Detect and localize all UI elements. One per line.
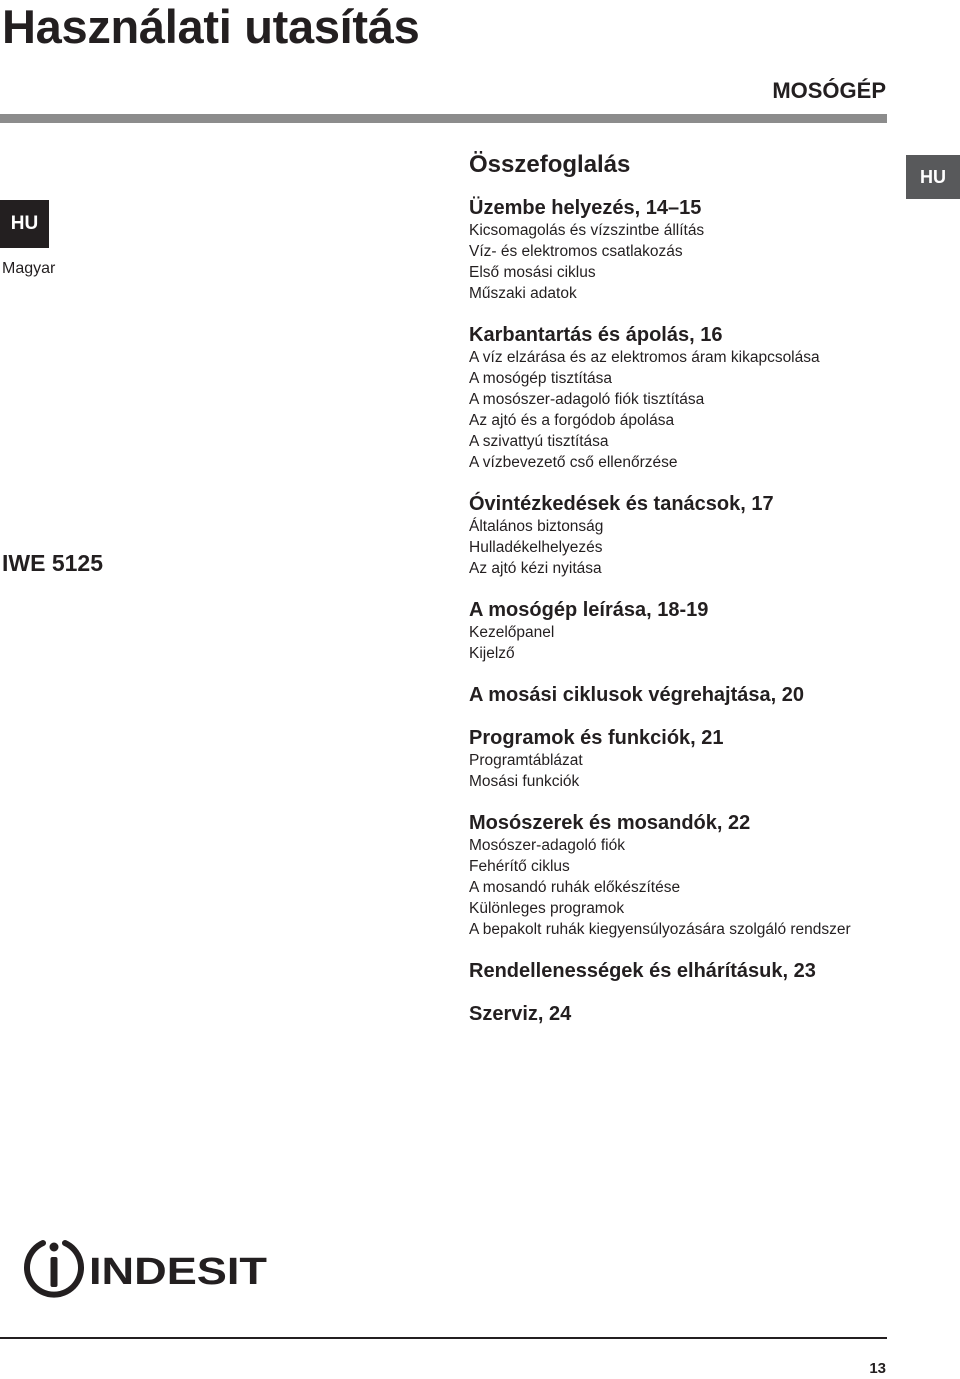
toc-item: Programtáblázat bbox=[469, 752, 583, 769]
page-number: 13 bbox=[869, 1360, 886, 1377]
toc-section bbox=[469, 598, 909, 664]
toc-section bbox=[469, 726, 909, 792]
toc-section-heading: Rendellenességek és elhárításuk, 23 bbox=[469, 960, 816, 982]
toc-section bbox=[469, 959, 909, 983]
language-name: Magyar bbox=[2, 260, 56, 277]
footer-rule bbox=[0, 1337, 887, 1339]
toc-item: Az ajtó kézi nyitása bbox=[469, 560, 602, 577]
toc-section bbox=[469, 683, 909, 707]
toc-section-heading: Üzembe helyezés, 14–15 bbox=[469, 197, 702, 219]
toc-item: A vízbevezető cső ellenőrzése bbox=[469, 454, 678, 471]
toc-section-heading: A mosási ciklusok végrehajtása, 20 bbox=[469, 684, 804, 706]
toc-item: Kezelőpanel bbox=[469, 624, 555, 641]
toc-item: A bepakolt ruhák kiegyensúlyozására szolgáló rendszer bbox=[469, 921, 851, 938]
language-badge: HU bbox=[0, 200, 49, 248]
toc-item: Fehérítő ciklus bbox=[469, 858, 570, 875]
toc-section bbox=[469, 1002, 909, 1026]
toc-item: Első mosási ciklus bbox=[469, 264, 596, 281]
toc-item: Műszaki adatok bbox=[469, 285, 577, 302]
toc-section-heading: Óvintézkedések és tanácsok, 17 bbox=[469, 493, 774, 515]
summary-title: Összefoglalás bbox=[469, 151, 631, 178]
toc-section bbox=[469, 323, 909, 473]
toc-item: A mosószer-adagoló fiók tisztítása bbox=[469, 391, 705, 408]
toc-item: Hulladékelhelyezés bbox=[469, 539, 603, 556]
header-rule bbox=[0, 114, 887, 123]
toc-section-heading: Szerviz, 24 bbox=[469, 1003, 572, 1025]
toc-item: Víz- és elektromos csatlakozás bbox=[469, 243, 683, 260]
toc-section bbox=[469, 811, 909, 940]
toc-item: A víz elzárása és az elektromos áram kikapcsolása bbox=[469, 349, 820, 366]
toc-item: A szivattyú tisztítása bbox=[469, 433, 609, 450]
model-number: IWE 5125 bbox=[2, 550, 103, 576]
toc-section bbox=[469, 492, 909, 579]
toc-section-heading: Karbantartás és ápolás, 16 bbox=[469, 324, 723, 346]
language-tab: HU bbox=[906, 155, 960, 199]
toc-section-heading: Mosószerek és mosandók, 22 bbox=[469, 812, 751, 834]
toc-item: A mosógép tisztítása bbox=[469, 370, 613, 387]
toc-section bbox=[469, 196, 909, 304]
toc-item: Mosószer-adagoló fiók bbox=[469, 837, 625, 854]
toc-section-heading: A mosógép leírása, 18-19 bbox=[469, 599, 709, 621]
brand-wordmark: INDESIT bbox=[89, 1251, 267, 1293]
table-of-contents bbox=[469, 196, 909, 1045]
toc-item: Kijelző bbox=[469, 645, 515, 662]
toc-item: Mosási funkciók bbox=[469, 773, 580, 790]
toc-item: Kicsomagolás és vízszintbe állítás bbox=[469, 222, 705, 239]
page-title: Használati utasítás bbox=[2, 0, 420, 53]
toc-item: Különleges programok bbox=[469, 900, 625, 917]
toc-item: Az ajtó és a forgódob ápolása bbox=[469, 412, 675, 429]
indesit-logo bbox=[21, 1237, 271, 1301]
toc-item: A mosandó ruhák előkészítése bbox=[469, 879, 681, 896]
toc-section-heading: Programok és funkciók, 21 bbox=[469, 727, 724, 749]
product-type-label: MOSÓGÉP bbox=[772, 78, 886, 103]
toc-item: Általános biztonság bbox=[469, 518, 604, 535]
